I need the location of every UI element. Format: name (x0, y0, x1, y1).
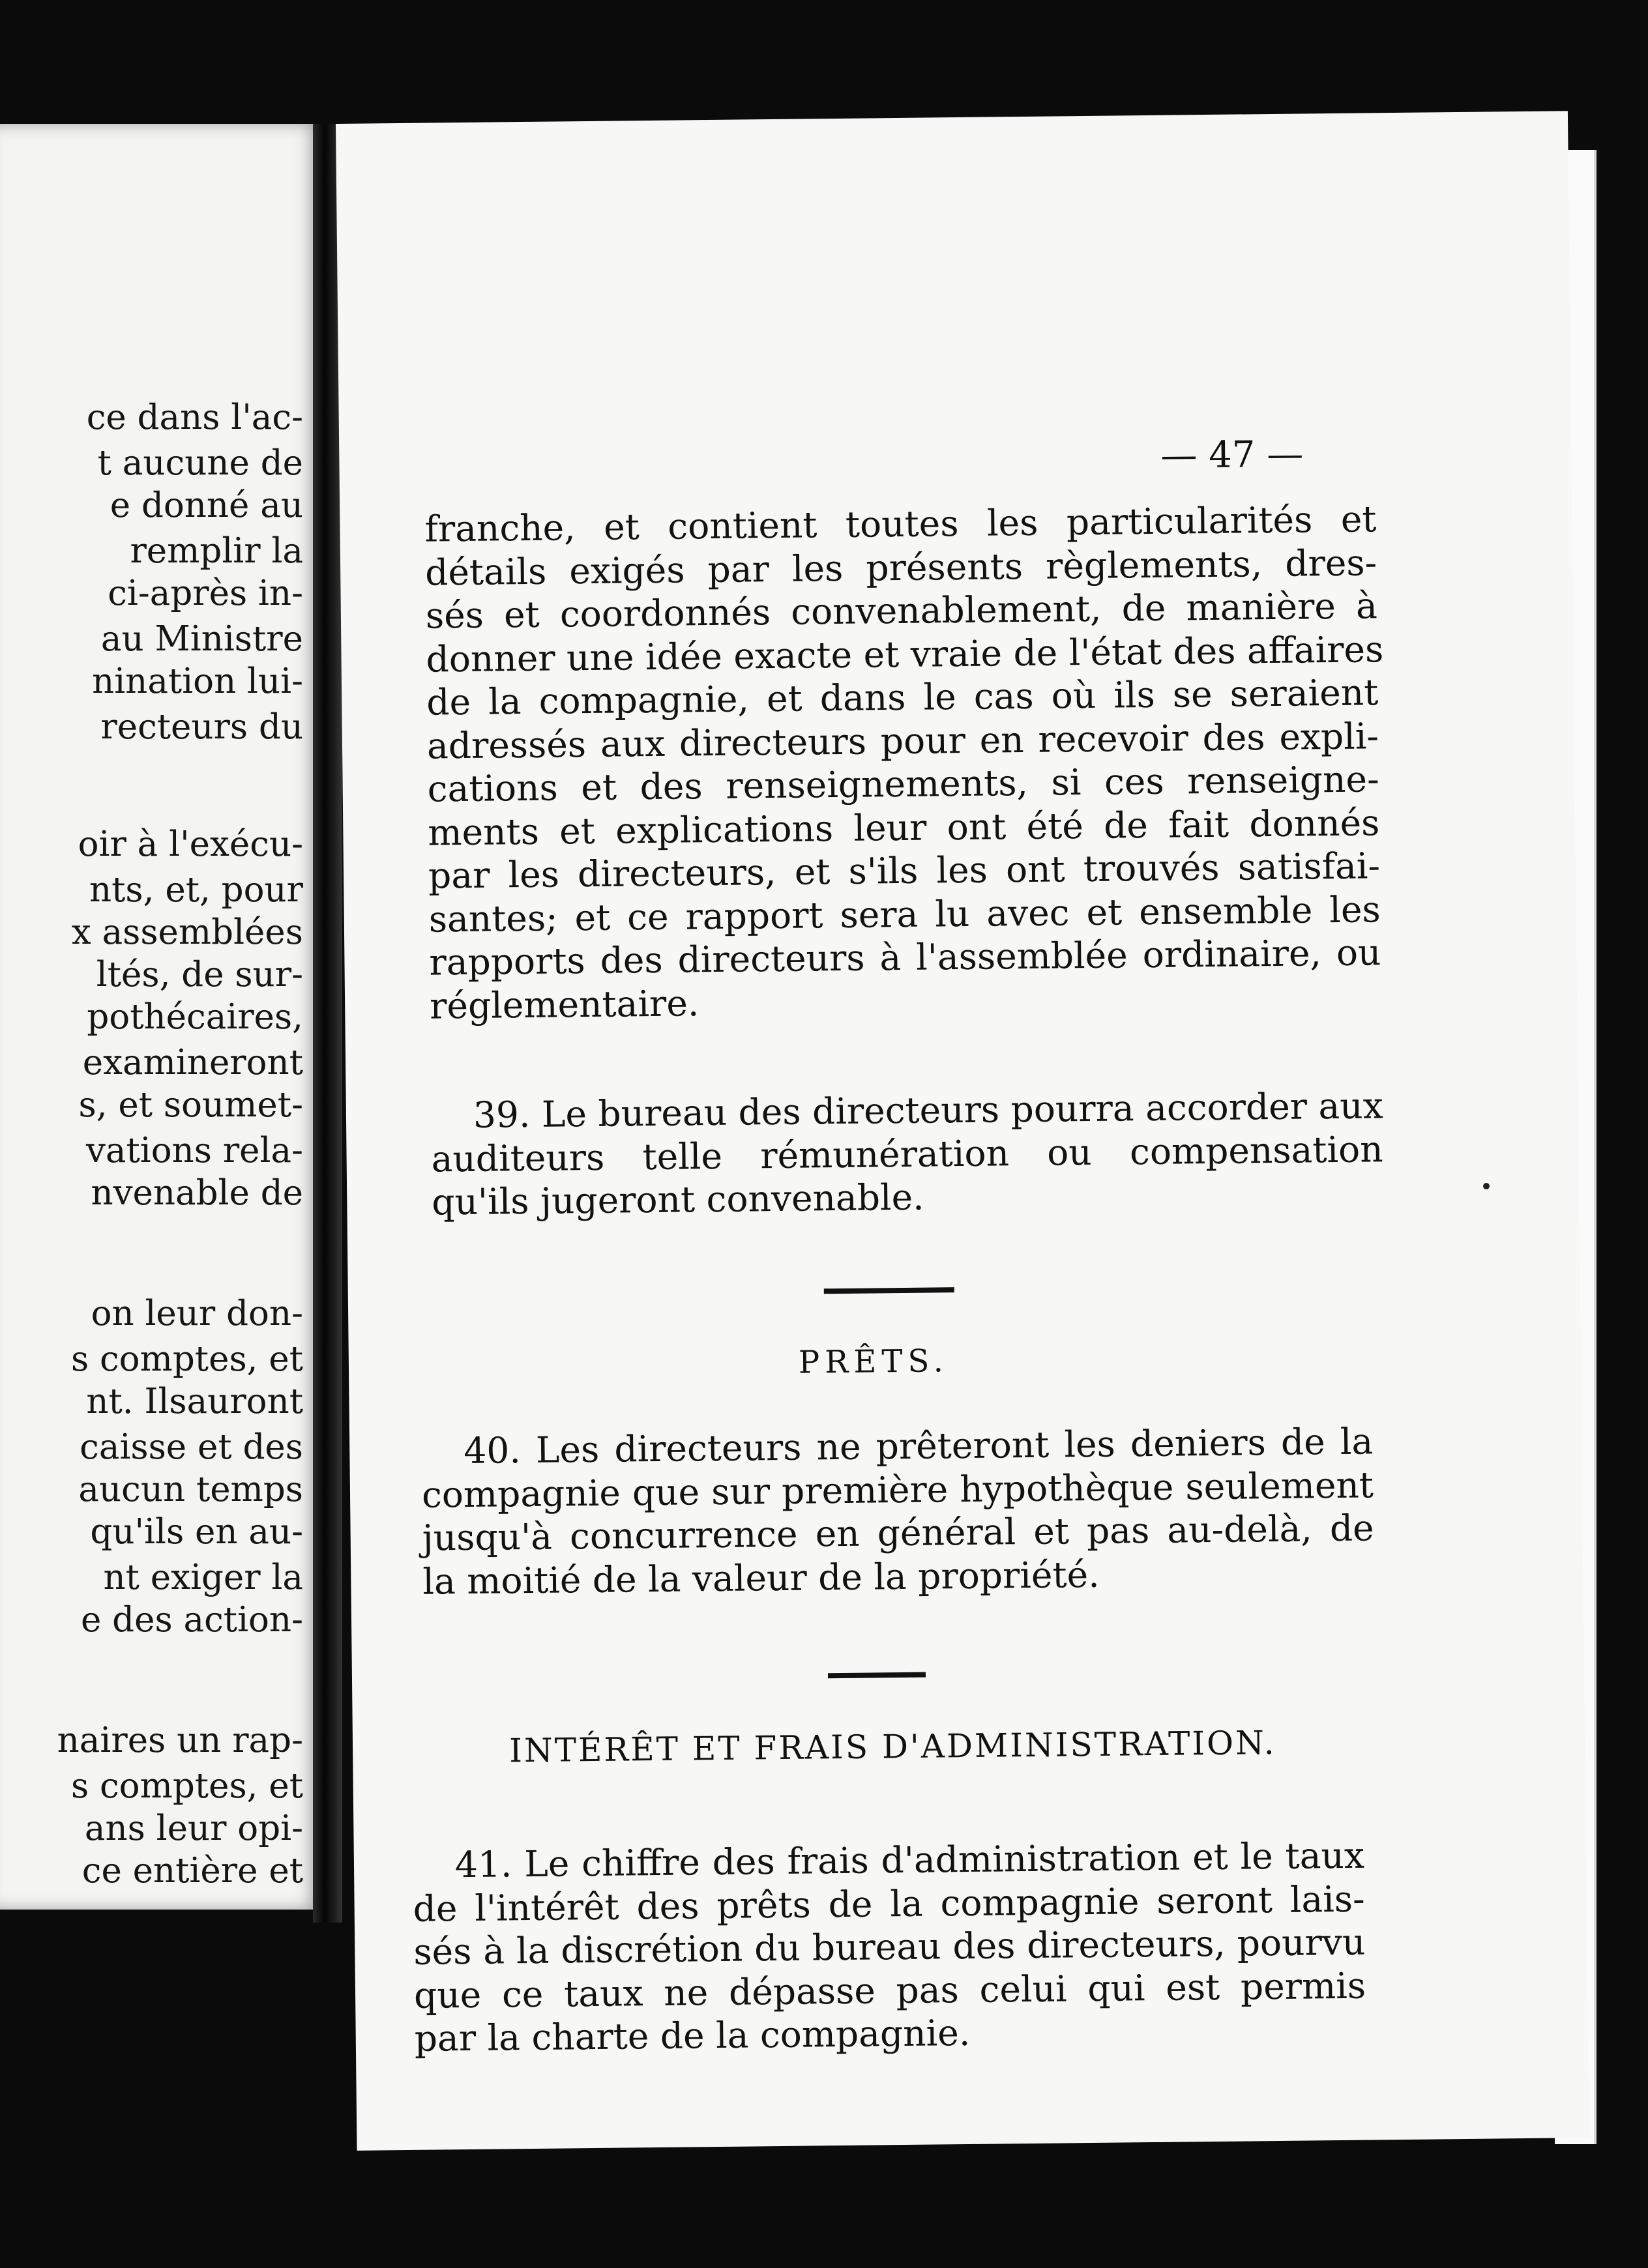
section-rule (824, 1287, 954, 1294)
section-heading-prets: PRÊTS. (798, 1343, 949, 1381)
left-page-line: remplir la (130, 531, 303, 571)
left-page-line: x assemblées (71, 912, 303, 952)
left-page-line: vations rela- (85, 1131, 303, 1170)
right-page (336, 111, 1589, 2151)
text-line: santes; et ce rapport sera lu avec et ensemble les (428, 888, 1381, 940)
text-line: jusqu'à concurrence en général et pas au-delà, de (422, 1507, 1374, 1559)
left-page (0, 124, 323, 1910)
text-line: réglementaire. (429, 981, 699, 1027)
left-page-line: ce dans l'ac- (86, 398, 303, 437)
left-page-line: caisse et des (80, 1427, 303, 1467)
left-page-line: s, et soumet- (78, 1085, 303, 1125)
article-40 (421, 1419, 1375, 1603)
left-page-line: nt. Ilsauront (86, 1382, 303, 1421)
text-line: ments et explications leur ont été de fait donnés (428, 801, 1380, 854)
text-line: détails exigés par les présents règlements, dres- (424, 541, 1377, 594)
text-line: sés et coordonnés convenablement, de manière à (425, 585, 1378, 637)
left-page-line: nts, et, pour (89, 870, 303, 910)
left-page-line: aucun temps (78, 1470, 303, 1509)
article-41 (413, 1834, 1366, 2061)
text-line: cations et des renseignements, si ces renseigne- (427, 758, 1379, 810)
text-line: 39. Le bureau des directeurs pourra accorder aux (473, 1084, 1384, 1136)
section-heading-interet: INTÉRÊT ET FRAIS D'ADMINISTRATION. (508, 1724, 1276, 1770)
left-page-line: qu'ils en au- (90, 1512, 303, 1552)
page-number: — 47 — (1160, 433, 1304, 477)
text-line: par la charte de la compagnie. (414, 2011, 971, 2059)
left-page-line: examineront (82, 1043, 303, 1083)
left-page-line: nt exiger la (103, 1558, 303, 1597)
left-page-line: recteurs du (100, 707, 303, 747)
section-rule (828, 1672, 926, 1679)
book-gutter (313, 124, 342, 1923)
text-line: sés à la discrétion du bureau des directeurs, pourvu (413, 1921, 1366, 1973)
left-page-line: ci-après in- (108, 574, 303, 613)
left-page-line: s comptes, et (70, 1766, 303, 1806)
left-page-line: pothécaires, (87, 997, 303, 1037)
text-line: 41. Le chiffre des frais d'administration et le taux (454, 1834, 1365, 1886)
text-line: la moitié de la valeur de la propriété. (422, 1553, 1100, 1603)
text-line: 40. Les directeurs ne prêteront les deniers de la (463, 1420, 1374, 1472)
text-line: par les directeurs, et s'ils les ont trouvés satisfai- (428, 845, 1381, 897)
text-line: auditeurs telle rémunération ou compensation (431, 1127, 1383, 1180)
left-page-line: nination lui- (92, 662, 303, 701)
left-page-line: naires un rap- (57, 1721, 303, 1760)
text-line: franche, et contient toutes les particularités et (424, 498, 1377, 550)
text-line: adressés aux directeurs pour en recevoir des expli- (426, 714, 1379, 767)
left-page-line: ce entière et (81, 1851, 303, 1891)
left-page-line: oir à l'exécu- (78, 824, 303, 864)
text-line: que ce taux ne dépasse pas celui qui est permis (413, 1964, 1366, 2016)
continuation-paragraph (424, 497, 1384, 1027)
paper-speck (1483, 1183, 1490, 1189)
text-line: de l'intérêt des prêts de la compagnie seront lais- (413, 1878, 1365, 1930)
text-line: rapports des directeurs à l'assemblée ordinaire, ou (429, 931, 1381, 983)
left-page-line: on leur don- (91, 1294, 303, 1333)
left-page-line: ltés, de sur- (96, 955, 303, 995)
text-line: de la compagnie, et dans le cas où ils se seraient (426, 671, 1379, 723)
left-page-line: ans leur opi- (84, 1809, 303, 1848)
text-line: donner une idée exacte et vraie de l'état des affaires (426, 628, 1384, 680)
text-line: qu'ils jugeront convenable. (431, 1176, 924, 1223)
left-page-line: t aucune de (97, 443, 303, 483)
left-page-line: nvenable de (91, 1173, 303, 1213)
article-39 (431, 1084, 1384, 1224)
left-page-line: s comptes, et (70, 1339, 303, 1379)
left-page-line: au Ministre (100, 619, 303, 659)
left-page-line: e donné au (110, 486, 303, 525)
left-page-line: e des action- (80, 1600, 303, 1640)
text-line: compagnie que sur première hypothèque seulement (421, 1463, 1374, 1516)
